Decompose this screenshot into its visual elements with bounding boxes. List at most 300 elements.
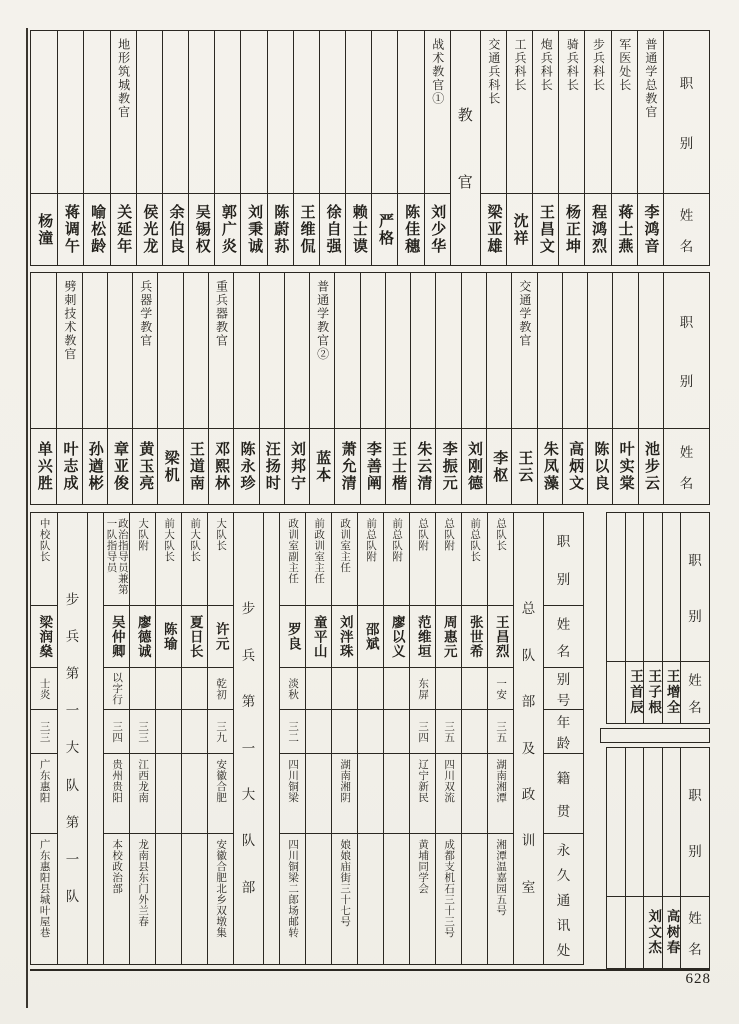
name-cell (538, 428, 562, 504)
header-name-label: 姓 名 (679, 208, 694, 254)
role-text: 政治指导员兼第一队指导员 (105, 518, 128, 595)
role-cell (481, 31, 506, 193)
role-cell (462, 513, 487, 605)
name-text: 高炳文 (567, 441, 584, 492)
address-text: 成都支机石三十三号 (443, 839, 455, 938)
person-column (562, 273, 587, 504)
person-column (284, 273, 309, 504)
section-label-cell (234, 513, 263, 964)
person-column (584, 31, 610, 265)
name-cell (588, 428, 612, 504)
role-text: 政训室主任 (339, 518, 351, 573)
age-text: 三四 (111, 720, 123, 743)
section-label-column (233, 513, 263, 964)
origin-cell (280, 753, 305, 833)
address-cell (182, 833, 207, 964)
name-cell (111, 193, 136, 265)
name-text: 刘泮珠 (337, 614, 353, 659)
header-name-label: 姓 名 (556, 617, 571, 659)
name-cell (241, 193, 266, 265)
role-cell (663, 513, 680, 661)
name-cell (663, 896, 680, 968)
address-text: 广东惠阳县城叶屋巷 (38, 839, 50, 938)
name-cell (626, 661, 643, 723)
name-cell (335, 428, 359, 504)
address-cell (208, 833, 233, 964)
header-role-cell (664, 273, 709, 428)
person-column (537, 273, 562, 504)
alias-cell (280, 667, 305, 709)
group-label-column (450, 31, 480, 265)
name-cell (184, 428, 208, 504)
role-text: 大队附 (137, 518, 149, 551)
role-text: 交通学教官 (517, 280, 532, 348)
person-column (110, 31, 136, 265)
person-column (385, 273, 410, 504)
name-cell (108, 428, 132, 504)
roster-table (30, 512, 584, 965)
role-cell (241, 31, 266, 193)
person-column (643, 748, 661, 968)
role-text: 战术教官① (430, 38, 445, 106)
name-text: 邓熙林 (213, 441, 230, 492)
header-address-label: 永 久 通 讯 处 (556, 843, 571, 958)
person-column (662, 748, 680, 968)
name-cell (436, 605, 461, 667)
name-text: 童平山 (311, 614, 327, 659)
person-column (345, 31, 371, 265)
role-cell (639, 273, 663, 428)
name-text: 喻松龄 (89, 204, 106, 255)
age-text: 三二 (287, 720, 299, 743)
role-cell (436, 273, 460, 428)
name-text: 刘文杰 (646, 909, 662, 956)
role-cell (626, 748, 643, 896)
age-text: 三三 (38, 720, 50, 743)
person-column (214, 31, 240, 265)
role-text: 政训室副主任 (287, 518, 299, 584)
alias-cell (130, 667, 155, 709)
section-label-cell (58, 513, 87, 964)
person-column (208, 273, 233, 504)
address-cell (384, 833, 409, 964)
roster-section (30, 512, 710, 965)
role-text: 军医处长 (617, 38, 632, 92)
name-cell (384, 605, 409, 667)
role-text: 劈刺技术教官 (62, 280, 77, 361)
person-column (57, 31, 83, 265)
role-cell (57, 273, 81, 428)
name-cell (487, 428, 511, 504)
name-text: 张世希 (467, 614, 483, 659)
role-text: 前政训室主任 (313, 518, 325, 584)
role-cell (111, 31, 136, 193)
name-cell (209, 428, 233, 504)
person-column (558, 31, 584, 265)
name-cell (481, 193, 506, 265)
name-text: 郭广炎 (219, 204, 236, 255)
alias-cell (358, 667, 383, 709)
role-cell (137, 31, 162, 193)
name-cell (533, 193, 558, 265)
name-cell (436, 428, 460, 504)
person-column (155, 513, 181, 964)
empty-column (625, 748, 643, 968)
empty-column (263, 513, 279, 964)
name-text: 陈瑜 (161, 622, 177, 651)
origin-cell (332, 753, 357, 833)
person-column (293, 31, 319, 265)
name-text: 叶志成 (61, 441, 78, 492)
age-cell (280, 709, 305, 753)
continuation-tables (606, 512, 710, 969)
name-cell (133, 428, 157, 504)
name-cell (462, 428, 486, 504)
name-cell (189, 193, 214, 265)
address-cell (332, 833, 357, 964)
continuation-table-lower (606, 747, 710, 969)
name-text: 王士楷 (390, 441, 407, 492)
name-text: 李振元 (440, 441, 457, 492)
name-cell (31, 428, 56, 504)
age-cell (156, 709, 181, 753)
person-column (183, 273, 208, 504)
role-text: 总队附 (417, 518, 429, 551)
role-text: 中校队长 (38, 518, 50, 562)
name-cell (182, 605, 207, 667)
address-cell (104, 833, 129, 964)
name-cell (559, 193, 584, 265)
role-cell (607, 748, 625, 896)
role-cell (644, 748, 661, 896)
name-text: 刘邦宁 (289, 441, 306, 492)
role-cell (585, 31, 610, 193)
name-cell (585, 193, 610, 265)
person-column (587, 273, 612, 504)
role-text: 地形筑城教官 (116, 38, 131, 119)
age-cell (182, 709, 207, 753)
origin-cell (104, 753, 129, 833)
name-text: 李善阐 (364, 441, 381, 492)
name-text: 杨潼 (36, 212, 53, 247)
origin-cell (156, 753, 181, 833)
role-text: 工兵科长 (513, 38, 528, 92)
person-column (136, 31, 162, 265)
alias-cell (410, 667, 435, 709)
role-cell (613, 273, 637, 428)
person-column (532, 31, 558, 265)
role-cell (234, 273, 258, 428)
role-cell (83, 273, 107, 428)
section-label-column (57, 513, 87, 964)
section-label-text: 步 兵 第 一 大 队 第 一 队 (65, 592, 80, 904)
alias-text: 一安 (495, 677, 507, 700)
name-cell (285, 428, 309, 504)
header-name-cell (681, 896, 709, 968)
origin-text: 贵州贵阳 (111, 759, 123, 803)
role-cell (108, 273, 132, 428)
address-text: 湘潭温嘉园五号 (495, 839, 507, 916)
name-cell (411, 428, 435, 504)
name-text: 王首辰 (627, 669, 643, 716)
age-cell (130, 709, 155, 753)
person-column (305, 513, 331, 964)
header-name-label: 姓 名 (688, 911, 702, 957)
person-column (103, 513, 129, 964)
section-label-column (513, 513, 543, 964)
person-column (31, 513, 57, 964)
role-cell (410, 513, 435, 605)
role-cell (361, 273, 385, 428)
person-column (157, 273, 182, 504)
age-cell (488, 709, 513, 753)
instructors-table-middle (30, 272, 710, 505)
alias-text: 士炎 (38, 677, 50, 700)
role-text: 普通学总教官 (643, 38, 658, 119)
name-cell (563, 428, 587, 504)
role-text: 炮兵科长 (539, 38, 554, 92)
person-column (410, 273, 435, 504)
address-cell (280, 833, 305, 964)
header-address-cell (544, 833, 583, 964)
section-label-text: 步 兵 第 一 大 队 部 (241, 601, 256, 895)
header-role-label: 职 别 (688, 788, 702, 859)
name-cell (332, 605, 357, 667)
origin-text: 四川双流 (443, 759, 455, 803)
name-cell (58, 193, 83, 265)
name-text: 刘少华 (429, 204, 446, 255)
origin-cell (208, 753, 233, 833)
section-label-cell (514, 513, 543, 964)
role-cell (386, 273, 410, 428)
name-cell (638, 193, 663, 265)
name-text: 梁机 (162, 449, 179, 484)
name-cell (398, 193, 423, 265)
name-text: 沈祥 (511, 212, 528, 247)
age-text: 三九 (215, 720, 227, 743)
origin-cell (488, 753, 513, 833)
role-cell (189, 31, 214, 193)
name-text: 王昌烈 (493, 614, 509, 659)
header-role-label: 职 别 (679, 75, 694, 152)
header-role-label: 职 别 (556, 534, 571, 587)
role-cell (31, 31, 57, 193)
age-cell (410, 709, 435, 753)
name-text: 王昌文 (537, 204, 554, 255)
name-cell (507, 193, 532, 265)
header-origin-cell (544, 753, 583, 833)
role-cell (215, 31, 240, 193)
role-cell (182, 513, 207, 605)
name-cell (639, 428, 663, 504)
alias-cell (182, 667, 207, 709)
role-cell (163, 31, 188, 193)
person-column (259, 273, 284, 504)
header-name-cell (544, 605, 583, 667)
name-cell (208, 605, 233, 667)
person-column (334, 273, 359, 504)
role-text: 步兵科长 (591, 38, 606, 92)
role-text: 骑兵科长 (565, 38, 580, 92)
name-text: 梁亚雄 (485, 204, 502, 255)
header-column (663, 31, 709, 265)
origin-text: 湖南湘潭 (495, 759, 507, 803)
table-divider-strip (600, 728, 710, 743)
name-text: 吴仲卿 (109, 614, 125, 659)
name-cell (644, 896, 661, 968)
person-column (83, 31, 109, 265)
alias-cell (31, 667, 57, 709)
name-text: 蒋士燕 (616, 204, 633, 255)
age-text: 三五 (443, 720, 455, 743)
origin-text: 四川铜梁 (287, 759, 299, 803)
name-text: 李鸿音 (642, 204, 659, 255)
age-cell (104, 709, 129, 753)
name-cell (83, 428, 107, 504)
role-cell (208, 513, 233, 605)
role-cell (487, 273, 511, 428)
empty-cell (264, 513, 279, 964)
origin-cell (436, 753, 461, 833)
person-column (309, 273, 334, 504)
alias-cell (156, 667, 181, 709)
role-cell (285, 273, 309, 428)
header-name-cell (664, 428, 709, 504)
origin-cell (31, 753, 57, 833)
name-text: 梁润燊 (37, 614, 53, 659)
age-cell (462, 709, 487, 753)
name-text: 王道南 (187, 441, 204, 492)
address-text: 本校政治部 (111, 839, 123, 894)
alias-text: 乾初 (215, 677, 227, 700)
person-column (625, 513, 643, 723)
name-text: 罗良 (285, 622, 301, 651)
header-role-label: 职 别 (679, 315, 694, 389)
name-cell (260, 428, 284, 504)
name-cell (215, 193, 240, 265)
address-text: 龙南县东门外兰春 (137, 839, 149, 927)
age-cell (31, 709, 57, 753)
person-column (267, 31, 293, 265)
role-cell (156, 513, 181, 605)
address-cell (488, 833, 513, 964)
name-cell (137, 193, 162, 265)
name-cell (488, 605, 513, 667)
role-cell (425, 31, 450, 193)
bottom-rule-line (30, 969, 710, 971)
role-cell (280, 513, 305, 605)
header-alias-label: 别 号 (556, 672, 571, 708)
age-cell (332, 709, 357, 753)
role-cell (260, 273, 284, 428)
name-text: 孙遒彬 (86, 441, 103, 492)
name-text: 李枢 (491, 449, 508, 484)
role-cell (31, 273, 56, 428)
role-cell (607, 513, 625, 661)
address-cell (436, 833, 461, 964)
alias-text: 东屏 (417, 677, 429, 700)
name-cell (358, 605, 383, 667)
role-cell (462, 273, 486, 428)
role-cell (158, 273, 182, 428)
alias-cell (384, 667, 409, 709)
name-cell (386, 428, 410, 504)
alias-text: 以字行 (111, 672, 123, 705)
header-role-label: 职 别 (688, 553, 702, 624)
address-cell (306, 833, 331, 964)
alias-cell (208, 667, 233, 709)
alias-cell (104, 667, 129, 709)
name-cell (294, 193, 319, 265)
role-cell (209, 273, 233, 428)
name-cell (607, 661, 625, 723)
role-text: 前大队长 (163, 518, 175, 562)
name-text: 王子根 (646, 669, 662, 716)
origin-cell (462, 753, 487, 833)
header-role-cell (681, 748, 709, 896)
role-text: 交通兵科长 (486, 38, 501, 106)
role-cell (638, 31, 663, 193)
name-text: 陈以良 (592, 441, 609, 492)
origin-cell (410, 753, 435, 833)
name-cell (410, 605, 435, 667)
address-text: 四川铜梁二郎场邮转 (287, 839, 299, 938)
alias-cell (488, 667, 513, 709)
origin-cell (358, 753, 383, 833)
name-text: 王增全 (664, 669, 680, 716)
address-cell (462, 833, 487, 964)
name-text: 侯光龙 (141, 204, 158, 255)
header-column (680, 748, 709, 968)
name-text: 夏日长 (187, 614, 203, 659)
person-column (611, 31, 637, 265)
alias-text: 淡秋 (287, 677, 299, 700)
role-cell (184, 273, 208, 428)
name-text: 杨正坤 (563, 204, 580, 255)
name-cell (310, 428, 334, 504)
age-text: 三三 (137, 720, 149, 743)
header-role-cell (544, 513, 583, 605)
role-cell (310, 273, 334, 428)
name-text: 刘刚德 (465, 441, 482, 492)
name-text: 陈蔚荪 (272, 204, 289, 255)
name-text: 蒋调午 (62, 204, 79, 255)
group-label-cell (451, 31, 480, 265)
person-column (487, 513, 513, 964)
page-frame-line (26, 28, 28, 1008)
origin-text: 广东惠阳 (38, 759, 50, 803)
person-column (188, 31, 214, 265)
person-column (397, 31, 423, 265)
person-column (480, 31, 506, 265)
age-cell (384, 709, 409, 753)
age-text: 三四 (417, 720, 429, 743)
name-text: 黄玉亮 (137, 441, 154, 492)
role-cell (398, 31, 423, 193)
instructors-table-top (30, 30, 710, 266)
person-column (129, 513, 155, 964)
person-column (383, 513, 409, 964)
name-cell (462, 605, 487, 667)
header-column (663, 273, 709, 504)
person-column (360, 273, 385, 504)
name-text: 邵斌 (363, 622, 379, 651)
name-text: 池步云 (642, 441, 659, 492)
role-cell (533, 31, 558, 193)
role-text: 前总队附 (391, 518, 403, 562)
origin-cell (306, 753, 331, 833)
person-column (409, 513, 435, 964)
